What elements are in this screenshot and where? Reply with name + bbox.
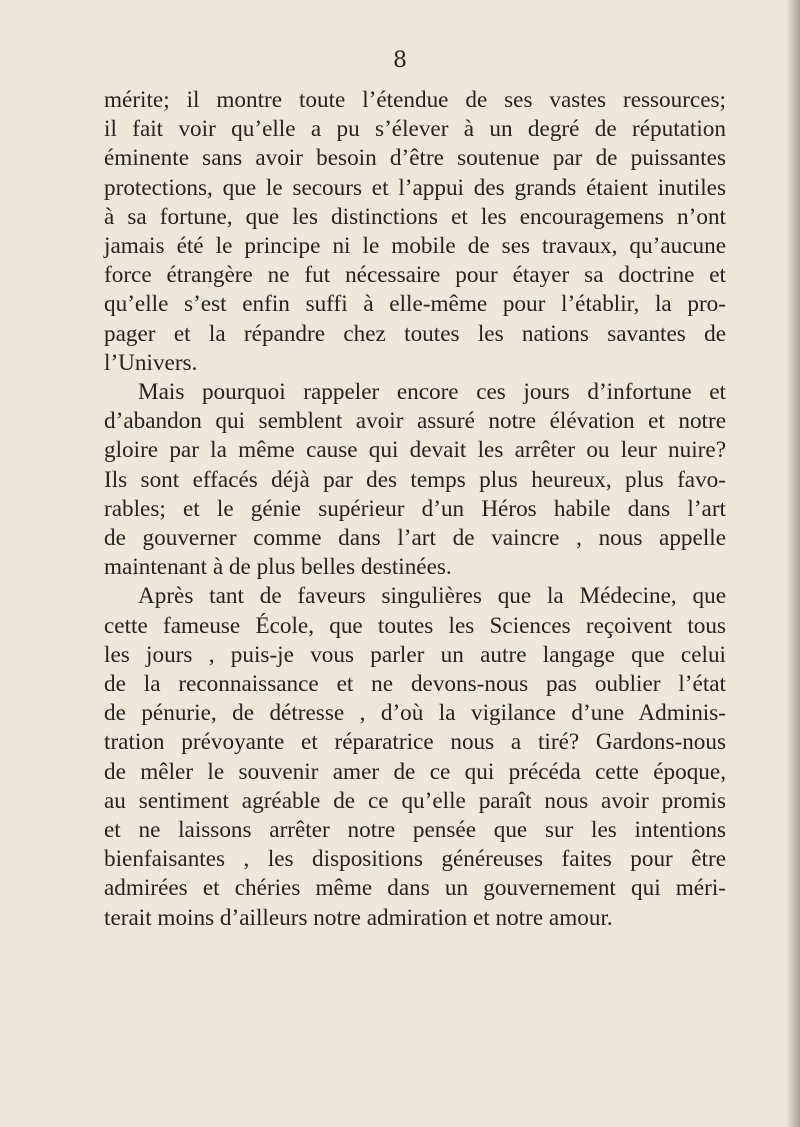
text-line: Ils sont effacés déjà par des temps plus heureux, plus favo- xyxy=(104,466,726,493)
text-line: maintenant à de plus belles destinées. xyxy=(104,554,452,581)
text-line: protections, que le secours et l’appui des grands étaient inutiles xyxy=(104,174,726,201)
page-edge-shadow xyxy=(786,0,800,1127)
text-line: qu’elle s’est enfin suffi à elle-même pour l’établir, la pro- xyxy=(104,291,726,318)
text-line: gloire par la même cause qui devait les arrêter ou leur nuire? xyxy=(104,437,726,464)
text-line: admirées et chéries même dans un gouvernement qui méri- xyxy=(104,875,726,902)
page-number: 8 xyxy=(393,48,407,73)
paragraph-2 xyxy=(104,378,726,582)
text-line: de la reconnaissance et ne devons-nous pas oublier l’état xyxy=(104,671,726,698)
body-text xyxy=(104,86,726,933)
text-line: bienfaisantes , les dispositions généreuses faites pour être xyxy=(104,846,726,873)
text-line: terait moins d’ailleurs notre admiration et notre amour. xyxy=(104,904,613,931)
text-line: force étrangère ne fut nécessaire pour étayer sa doctrine et xyxy=(104,262,726,289)
text-line: Après tant de faveurs singulières que la Médecine, que xyxy=(138,583,726,610)
text-line: Mais pourquoi rappeler encore ces jours d’infortune et xyxy=(138,379,726,406)
text-line: d’abandon qui semblent avoir assuré notre élévation et notre xyxy=(104,408,726,435)
text-line: de pénurie, de détresse , d’où la vigilance d’une Adminis- xyxy=(104,700,726,727)
text-line: rables; et le génie supérieur d’un Héros habile dans l’art xyxy=(104,495,726,522)
text-line: mérite; il montre toute l’étendue de ses vastes ressources; xyxy=(104,87,726,113)
text-line: de mêler le souvenir amer de ce qui précéda cette époque, xyxy=(104,758,726,785)
text-line: cette fameuse École, que toutes les Sciences reçoivent tous xyxy=(104,612,726,639)
text-line: à sa fortune, que les distinctions et les encouragemens n’ont xyxy=(104,203,726,230)
text-line: l’Univers. xyxy=(104,349,198,376)
paragraph-3 xyxy=(104,582,726,932)
text-line: pager et la répandre chez toutes les nations savantes de xyxy=(104,320,726,347)
text-line: jamais été le principe ni le mobile de ses travaux, qu’aucune xyxy=(104,233,726,260)
paragraph-1 xyxy=(104,86,726,378)
text-line: tration prévoyante et réparatrice nous a tiré? Gardons-nous xyxy=(104,729,726,756)
text-line: éminente sans avoir besoin d’être soutenue par de puissantes xyxy=(104,145,726,172)
text-line: au sentiment agréable de ce qu’elle paraît nous avoir promis xyxy=(104,787,726,814)
text-line: les jours , puis-je vous parler un autre langage que celui xyxy=(104,641,726,668)
text-line: il fait voir qu’elle a pu s’élever à un degré de réputation xyxy=(104,116,726,143)
text-line: de gouverner comme dans l’art de vaincre , nous appelle xyxy=(104,525,726,552)
text-line: et ne laissons arrêter notre pensée que sur les intentions xyxy=(104,817,726,844)
